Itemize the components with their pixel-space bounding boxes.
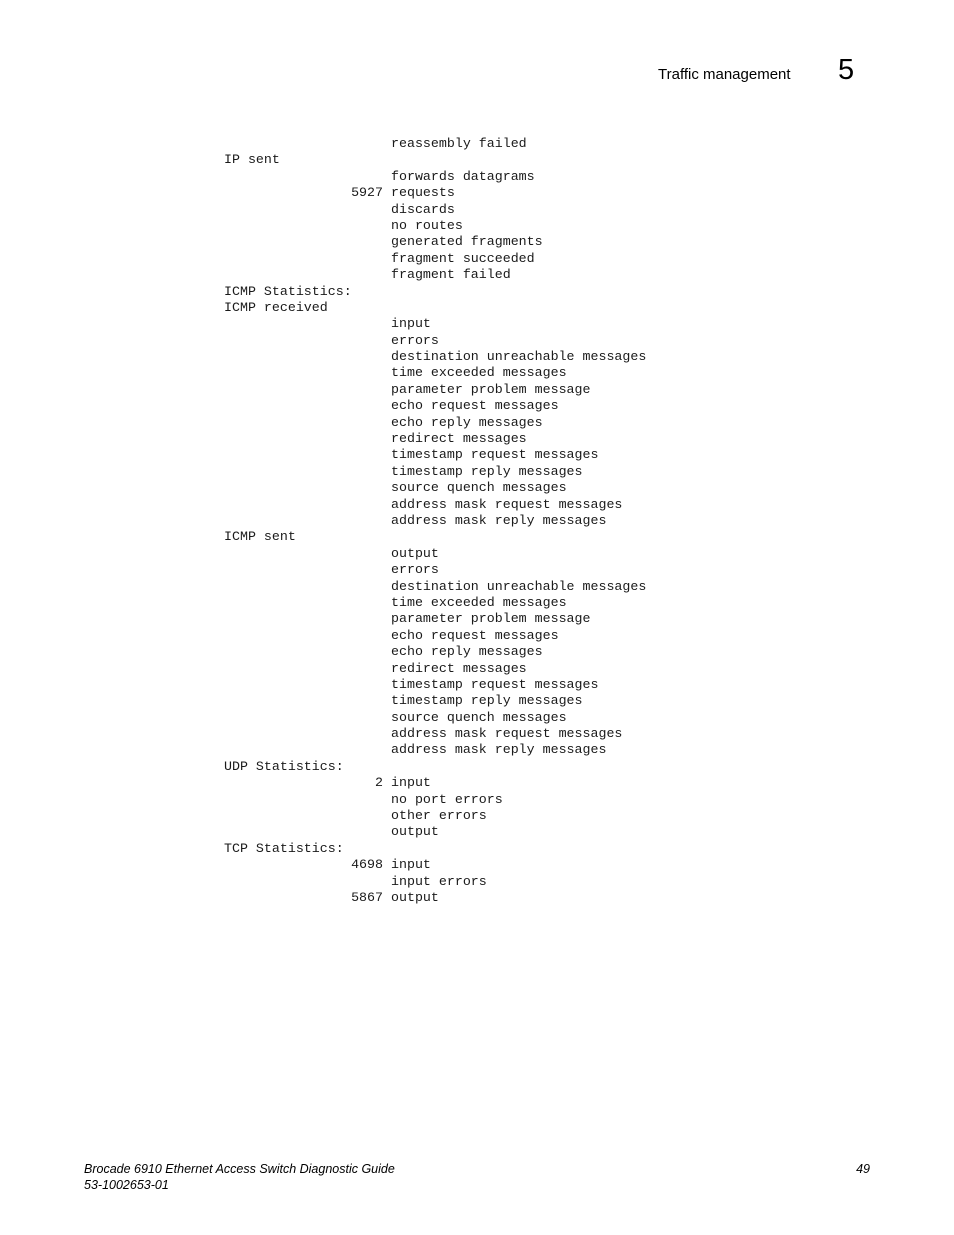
stat-label: reassembly failed <box>391 136 527 151</box>
stat-value: 5867 <box>351 889 383 905</box>
stat-label: errors <box>391 562 439 578</box>
footer-document-info <box>84 1161 395 1193</box>
stat-label: echo reply messages <box>391 414 543 430</box>
stat-label: input <box>391 857 431 873</box>
section-label: ICMP Statistics: <box>224 283 352 299</box>
stat-label: timestamp reply messages <box>391 693 583 709</box>
stat-label: forwards datagrams <box>391 168 535 184</box>
stat-label: source quench messages <box>391 709 567 725</box>
stat-label: output <box>391 824 439 840</box>
section-label: ICMP received <box>224 299 328 315</box>
stat-label: address mask request messages <box>391 496 623 512</box>
stat-label: address mask reply messages <box>391 742 607 758</box>
footer-page-number: 49 <box>856 1162 870 1176</box>
stat-label: time exceeded messages <box>391 594 567 610</box>
stat-label: timestamp request messages <box>391 447 599 463</box>
stat-label: redirect messages <box>391 431 527 447</box>
stat-label: no port errors <box>391 791 503 807</box>
section-label: TCP Statistics: <box>224 840 344 856</box>
section-label: UDP Statistics: <box>224 758 344 774</box>
stat-label: parameter problem message <box>391 611 591 627</box>
stat-label: input <box>391 316 431 332</box>
stat-label: errors <box>391 332 439 348</box>
stat-label: destination unreachable messages <box>391 349 647 365</box>
stat-value: 5927 <box>351 185 383 201</box>
running-header-title: Traffic management <box>658 66 791 83</box>
stat-label: discards <box>391 201 455 217</box>
stat-label: echo reply messages <box>391 644 543 660</box>
stat-label: redirect messages <box>391 660 527 676</box>
stat-label: fragment succeeded <box>391 250 535 266</box>
stat-label: requests <box>391 185 455 201</box>
stat-label: parameter problem message <box>391 381 591 397</box>
stat-label: no routes <box>391 217 463 233</box>
stat-label: address mask request messages <box>391 726 623 742</box>
stat-label: destination unreachable messages <box>391 578 647 594</box>
stat-value: 2 <box>375 775 383 791</box>
footer-doc-number: 53-1002653-01 <box>84 1178 169 1192</box>
stat-label: output <box>391 545 439 561</box>
stat-label: input errors <box>391 873 487 889</box>
section-label: ICMP sent <box>224 529 296 545</box>
stat-label: address mask reply messages <box>391 512 607 528</box>
stat-label: timestamp request messages <box>391 676 599 692</box>
footer-doc-title: Brocade 6910 Ethernet Access Switch Diagnostic Guide <box>84 1162 395 1176</box>
section-label: IP sent <box>224 152 280 168</box>
chapter-number: 5 <box>838 54 855 86</box>
stat-label: generated fragments <box>391 234 543 250</box>
stat-label: other errors <box>391 808 487 824</box>
stat-label: output <box>391 889 439 905</box>
stat-value: 4698 <box>351 857 383 873</box>
stat-label: fragment failed <box>391 267 511 283</box>
stat-label: input <box>391 775 431 791</box>
stat-label: echo request messages <box>391 627 559 643</box>
stat-label: timestamp reply messages <box>391 463 583 479</box>
stat-label: source quench messages <box>391 480 567 496</box>
stat-label: echo request messages <box>391 398 559 414</box>
stat-label: time exceeded messages <box>391 365 567 381</box>
